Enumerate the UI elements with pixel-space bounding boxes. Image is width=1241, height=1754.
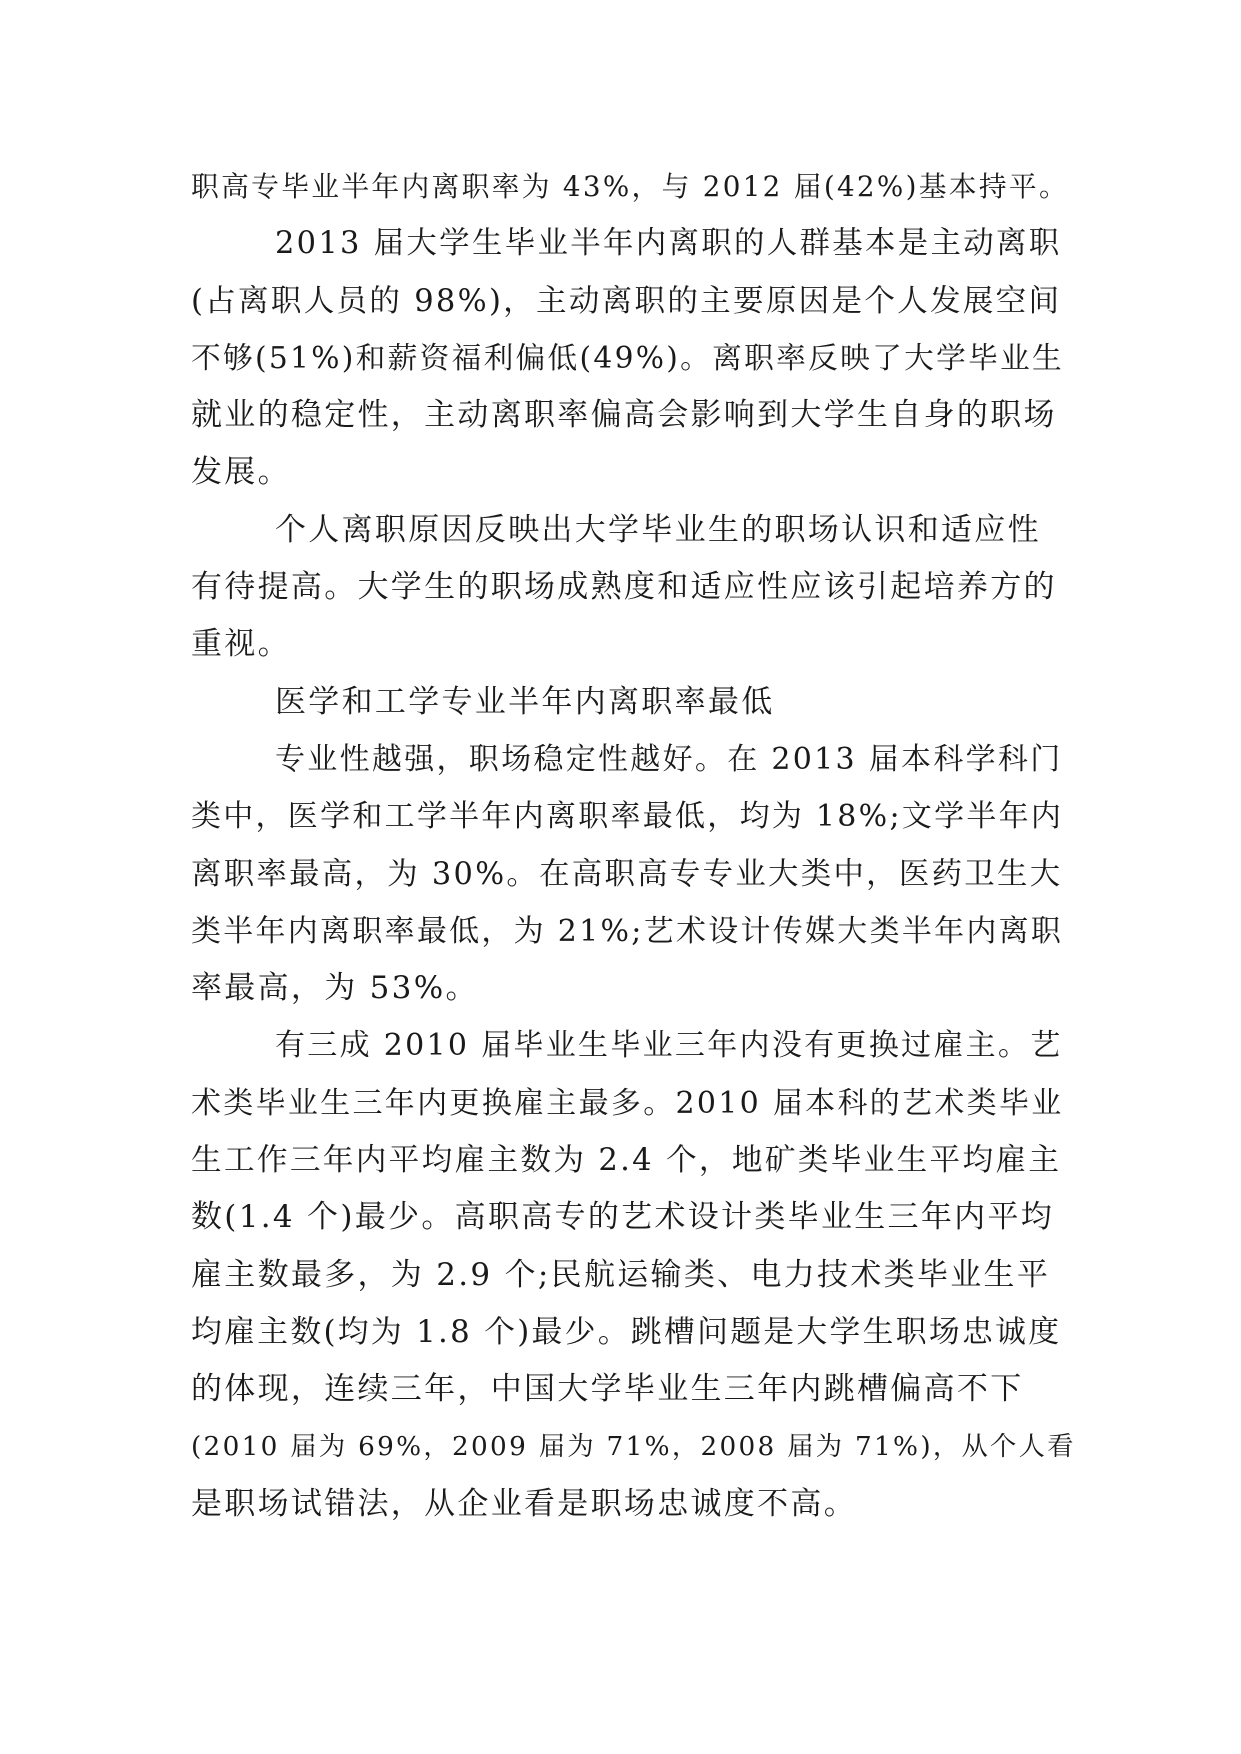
text-line: 不够(51%)和薪资福利偏低(49%)。离职率反映了大学毕业生 xyxy=(191,340,1065,376)
text-line: 有待提高。大学生的职场成熟度和适应性应该引起培养方的 xyxy=(191,569,1057,606)
text-line: 专业性越强，职场稳定性越好。在 2013 届本科学科门 xyxy=(275,741,1063,777)
text-line: 雇主数最多，为 2.9 个;民航运输类、电力技术类毕业生平 xyxy=(191,1256,1051,1293)
text-line: 术类毕业生三年内更换雇主最多。2010 届本科的艺术类毕业 xyxy=(191,1085,1064,1121)
text-line: 生工作三年内平均雇主数为 2.4 个，地矿类毕业生平均雇主 xyxy=(191,1143,1062,1179)
text-line: 个人离职原因反映出大学毕业生的职场认识和适应性 xyxy=(275,511,1041,548)
body-text xyxy=(191,158,1076,1533)
text-line: 率最高，为 53%。 xyxy=(191,970,479,1007)
text-line: 类中，医学和工学半年内离职率最低，均为 18%;文学半年内 xyxy=(191,799,1064,835)
text-line: 均雇主数(均为 1.8 个)最少。跳槽问题是大学生职场忠诚度 xyxy=(191,1313,1062,1350)
text-line: 的体现，连续三年，中国大学毕业生三年内跳槽偏高不下 xyxy=(191,1371,1024,1408)
text-line: 重视。 xyxy=(191,626,291,663)
section-heading: 医学和工学专业半年内离职率最低 xyxy=(275,683,775,720)
text-line: 离职率最高，为 30%。在高职高专专业大类中，医药卫生大 xyxy=(191,856,1063,892)
text-line: (占离职人员的 98%)，主动离职的主要原因是个人发展空间 xyxy=(191,283,1062,319)
text-line: (2010 届为 69%，2009 届为 71%，2008 届为 71%)，从个人看 xyxy=(191,1431,1076,1462)
text-line: 发展。 xyxy=(191,454,291,491)
text-line: 是职场试错法，从企业看是职场忠诚度不高。 xyxy=(191,1485,857,1522)
text-line: 类半年内离职率最低，为 21%;艺术设计传媒大类半年内离职 xyxy=(191,913,1064,949)
text-line: 有三成 2010 届毕业生毕业三年内没有更换过雇主。艺 xyxy=(275,1028,1063,1064)
text-line: 数(1.4 个)最少。高职高专的艺术设计类毕业生三年内平均 xyxy=(191,1199,1055,1236)
text-line: 就业的稳定性，主动离职率偏高会影响到大学生自身的职场 xyxy=(191,397,1057,434)
text-line: 职高专毕业半年内离职率为 43%，与 2012 届(42%)基本持平。 xyxy=(191,170,1070,203)
text-line: 2013 届大学生毕业半年内离职的人群基本是主动离职 xyxy=(275,226,1062,262)
